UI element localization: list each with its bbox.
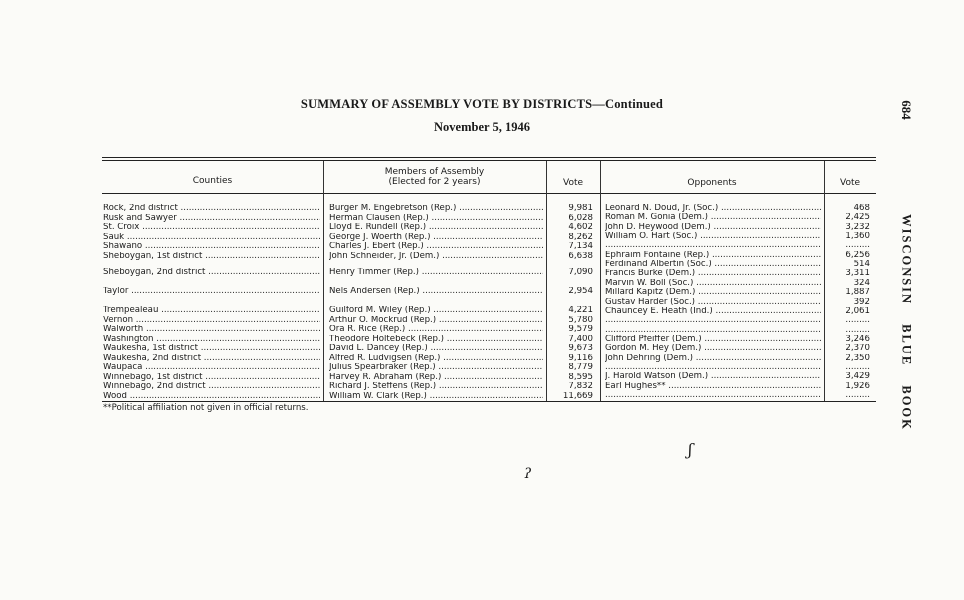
member-cell: Burger M. Engebretson (Rep.) ..... xyxy=(329,204,543,213)
member-cell: Ora R. Rice (Rep.) ..... xyxy=(329,325,543,334)
header-members-line2: (Elected for 2 years) xyxy=(388,177,481,187)
header-members-line1: Members of Assembly xyxy=(384,167,485,177)
opponent-cell: Roman M. Gonia (Dem.) ..... xyxy=(605,213,821,222)
opponent-cell xyxy=(605,326,821,335)
member-cell: Harvey R. Abraham (Rep.) ..... xyxy=(329,373,543,382)
opponent-cell: J. Harold Watson (Dem.) ..... xyxy=(605,372,821,381)
county-cell: Waukesha, 1st district ..... xyxy=(103,344,320,353)
county-cell: Washington ..... xyxy=(103,335,320,344)
member-cell: Charles J. Ebert (Rep.) ..... xyxy=(329,242,543,251)
opponent-cell: Francis Burke (Dem.) ..... xyxy=(605,269,821,278)
footnote: **Political affiliation not given in official returns. xyxy=(103,403,309,413)
opponent-cell: Chauncey E. Heath (Ind.) ..... xyxy=(605,307,821,316)
opponent-vote-cell: 1,926 xyxy=(845,381,870,391)
opponent-cell: Earl Hughes** ..... xyxy=(605,382,821,391)
election-date: November 5, 1946 xyxy=(434,120,530,134)
header-counties: Counties xyxy=(192,176,233,186)
opponent-vote-cell: 2,370 xyxy=(845,344,870,354)
member-vote-cell: 9,579 xyxy=(568,325,593,334)
opponent-cell xyxy=(605,363,821,372)
opponent-cell: William O. Hart (Soc.) ..... xyxy=(605,232,821,241)
member-cell: William W. Clark (Rep.) ..... xyxy=(329,392,543,401)
county-cell: Wood ..... xyxy=(103,392,320,401)
opponent-cell: Ephraim Fontaine (Rep.) ..... xyxy=(605,251,821,260)
column-divider xyxy=(323,161,324,401)
member-cell: Richard J. Steffens (Rep.) ..... xyxy=(329,382,543,391)
member-vote-cell: 8,262 xyxy=(568,232,593,242)
member-vote-cell: 5,780 xyxy=(568,315,593,325)
opponent-vote-cell: 324 xyxy=(853,278,870,288)
opponent-vote-cell: 1,887 xyxy=(845,288,870,298)
header-opponents: Opponents xyxy=(687,178,737,188)
member-cell: Lloyd E. Rundell (Rep.) ..... xyxy=(329,223,543,232)
member-vote-cell: 4,221 xyxy=(568,306,593,315)
opponent-vote-cell: 3,232 xyxy=(845,222,870,232)
column-divider xyxy=(600,161,601,401)
member-cell: Arthur O. Mockrud (Rep.) ..... xyxy=(329,316,543,325)
member-vote-cell: 9,981 xyxy=(568,204,593,213)
opponent-vote-cell: 3,429 xyxy=(845,372,870,382)
member-vote-cell: 9,116 xyxy=(568,353,593,363)
opponent-vote-cell: ......... xyxy=(845,241,870,251)
column-divider xyxy=(824,161,825,401)
header-vote-opponents: Vote xyxy=(839,178,861,188)
county-cell: Waukesha, 2nd district ..... xyxy=(103,354,320,363)
opponent-vote-cell: 514 xyxy=(853,260,870,270)
opponent-vote-cell: ......... xyxy=(845,391,870,400)
opponent-vote-cell: 392 xyxy=(853,297,870,307)
county-cell: Vernon ..... xyxy=(103,316,320,325)
member-vote-cell: 7,134 xyxy=(568,242,593,251)
column-divider xyxy=(546,161,547,401)
county-cell: Sheboygan, 2nd district ..... xyxy=(103,268,320,277)
member-vote-cell: 8,595 xyxy=(568,372,593,382)
member-vote-cell: 9,673 xyxy=(568,344,593,353)
county-cell: Waupaca ..... xyxy=(103,363,320,372)
header-bottom-rule xyxy=(102,193,876,194)
opponent-vote-cell: ......... xyxy=(845,316,870,326)
opponent-cell: Marvin W. Boll (Soc.) ..... xyxy=(605,279,821,288)
header-vote: Vote xyxy=(562,178,584,188)
county-cell: St. Croix ..... xyxy=(103,223,320,232)
opponent-vote-cell: 3,246 xyxy=(845,334,870,344)
member-vote-cell: 7,832 xyxy=(568,382,593,391)
member-vote-cell: 2,954 xyxy=(568,287,593,296)
handwritten-mark: ʔ xyxy=(524,466,532,482)
member-cell: Henry Timmer (Rep.) ..... xyxy=(329,268,543,277)
opponent-cell xyxy=(605,241,821,250)
opponent-cell: Ferdinand Albertin (Soc.) ..... xyxy=(605,260,821,269)
member-cell: Guilford M. Wiley (Rep.) ..... xyxy=(329,306,543,315)
county-cell: Shawano ..... xyxy=(103,242,320,251)
member-cell: Nels Andersen (Rep.) ..... xyxy=(329,287,543,296)
opponent-vote-cell: 3,311 xyxy=(845,269,870,279)
member-vote-cell: 6,028 xyxy=(568,213,593,223)
opponent-vote-cell: 2,425 xyxy=(845,213,870,223)
opponent-cell: John D. Heywood (Dem.) ..... xyxy=(605,223,821,232)
county-cell: Taylor ..... xyxy=(103,287,320,296)
member-cell: Alfred R. Ludvigsen (Rep.) ..... xyxy=(329,354,543,363)
opponent-cell: Leonard N. Doud, Jr. (Soc.) ..... xyxy=(605,204,821,213)
opponent-cell: John Dehring (Dem.) ..... xyxy=(605,354,821,363)
county-cell: Rock, 2nd district ..... xyxy=(103,204,320,213)
member-cell: John Schneider, Jr. (Dem.) ..... xyxy=(329,252,543,261)
opponent-vote-cell: 468 xyxy=(853,204,870,213)
handwritten-mark: ʃ xyxy=(688,440,693,459)
opponent-vote-cell: 2,350 xyxy=(845,353,870,363)
opponent-cell: Gordon M. Hey (Dem.) ..... xyxy=(605,344,821,353)
member-vote-cell: 7,090 xyxy=(568,268,593,277)
opponent-vote-cell: ......... xyxy=(845,362,870,372)
opponent-vote-cell: ......... xyxy=(845,325,870,335)
member-cell: David L. Dancey (Rep.) ..... xyxy=(329,344,543,353)
member-vote-cell: 8,779 xyxy=(568,363,593,372)
side-running-title: WISCONSIN BLUE BOOK xyxy=(899,214,914,431)
county-cell: Winnebago, 1st district ..... xyxy=(103,373,320,382)
member-cell: Theodore Holtebeck (Rep.) ..... xyxy=(329,335,543,344)
opponent-cell xyxy=(605,391,821,400)
member-vote-cell: 7,400 xyxy=(568,334,593,344)
table-top-rule xyxy=(102,157,876,158)
county-cell: Winnebago, 2nd district ..... xyxy=(103,382,320,391)
member-cell: Julius Spearbraker (Rep.) ..... xyxy=(329,363,543,372)
county-cell: Trempealeau ..... xyxy=(103,306,320,315)
table-bottom-rule xyxy=(102,401,876,402)
opponent-cell xyxy=(605,316,821,325)
opponent-vote-cell: 6,256 xyxy=(845,250,870,260)
page-title: SUMMARY OF ASSEMBLY VOTE BY DISTRICTS—Continued xyxy=(300,97,664,111)
county-cell: Rusk and Sawyer ..... xyxy=(103,214,320,223)
table-top-rule-double xyxy=(102,160,876,161)
county-cell: Sheboygan, 1st district ..... xyxy=(103,252,320,261)
county-cell: Sauk ..... xyxy=(103,233,320,242)
member-vote-cell: 11,669 xyxy=(562,391,593,401)
opponent-vote-cell: 2,061 xyxy=(845,306,870,316)
county-cell: Walworth ..... xyxy=(103,325,320,334)
opponent-cell: Millard Kapitz (Dem.) ..... xyxy=(605,288,821,297)
member-cell: George J. Woerth (Rep.) ..... xyxy=(329,233,543,242)
page-number: 684 xyxy=(898,100,914,120)
opponent-cell: Gustav Harder (Soc.) ..... xyxy=(605,298,821,307)
member-vote-cell: 6,638 xyxy=(568,251,593,261)
opponent-vote-cell: 1,360 xyxy=(845,232,870,242)
opponent-cell: Clifford Pfeiffer (Dem.) ..... xyxy=(605,335,821,344)
member-cell: Herman Clausen (Rep.) ..... xyxy=(329,214,543,223)
member-vote-cell: 4,602 xyxy=(568,223,593,232)
